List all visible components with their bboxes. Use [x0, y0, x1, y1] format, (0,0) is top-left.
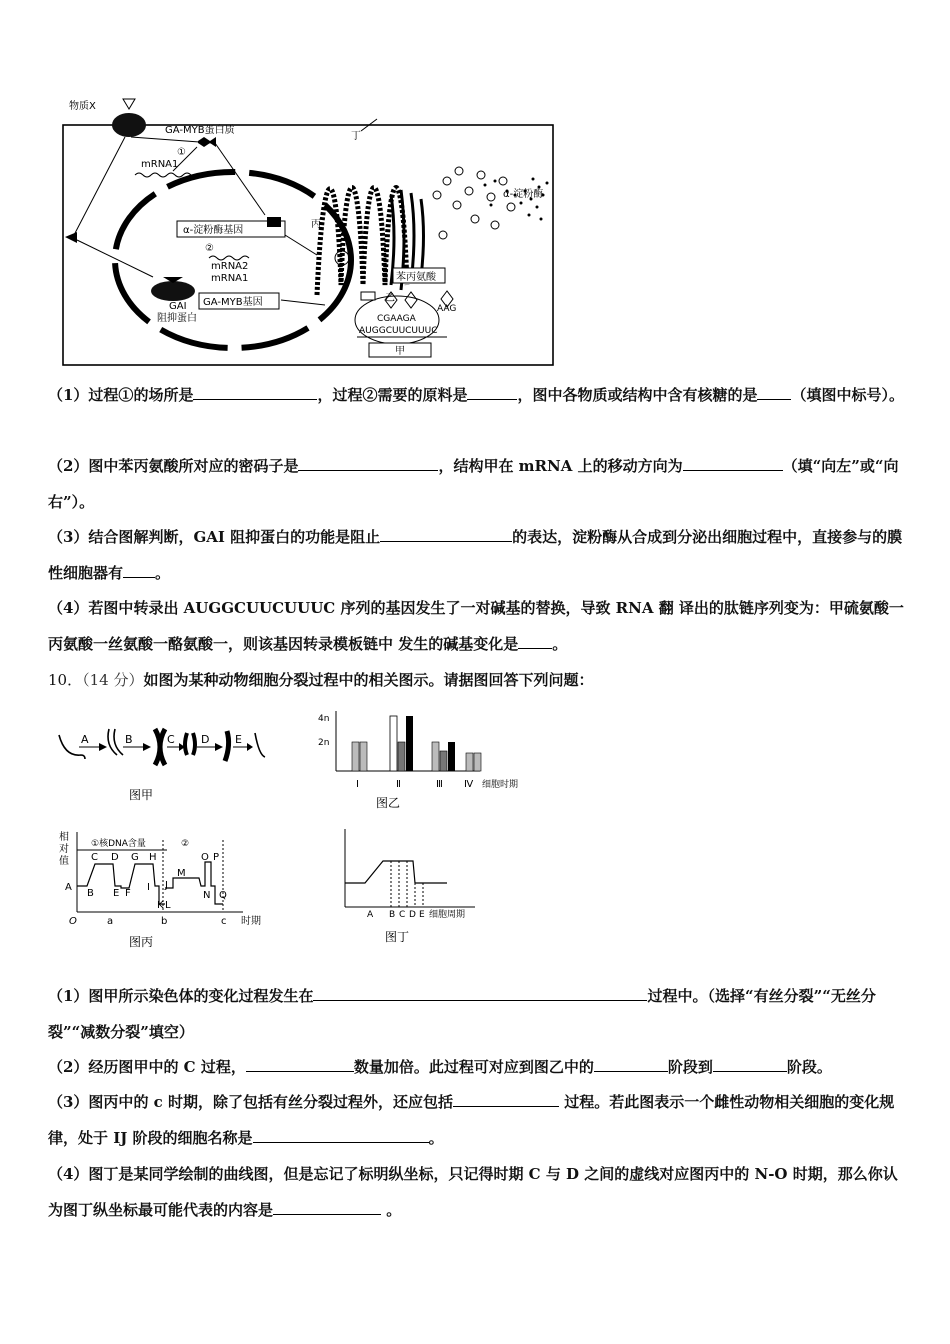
svg-text:α-淀粉酶: α-淀粉酶: [503, 189, 544, 200]
svg-text:M: M: [177, 868, 186, 879]
svg-text:2n: 2n: [318, 738, 330, 748]
svg-text:①: ①: [177, 147, 186, 158]
svg-text:J: J: [165, 880, 168, 891]
svg-text:E: E: [419, 910, 425, 920]
q10-stem: 10．（14 分）如图为某种动物细胞分裂过程中的相关图示。请据图回答下列问题：: [48, 671, 594, 689]
svg-text:P: P: [213, 852, 220, 863]
svg-text:B: B: [389, 910, 396, 920]
answer-blank[interactable]: [193, 381, 317, 400]
label-substance-x: 物质X: [69, 101, 96, 112]
svg-text:丙: 丙: [311, 219, 321, 230]
svg-text:O: O: [201, 852, 209, 863]
svg-text:α-淀粉酶基因: α-淀粉酶基因: [183, 225, 244, 236]
svg-text:I: I: [147, 882, 150, 893]
svg-text:N: N: [203, 890, 211, 901]
figure-jia-chromosomes: [55, 725, 275, 805]
svg-text:细胞时期: 细胞时期: [482, 780, 519, 790]
answer-blank[interactable]: [313, 982, 647, 1001]
svg-text:A: A: [81, 733, 89, 746]
svg-text:丁: 丁: [351, 131, 361, 142]
figure-ding-line-chart: [335, 825, 495, 950]
svg-text:L: L: [165, 900, 171, 911]
svg-text:H: H: [149, 852, 157, 863]
svg-text:GA-MYB基因: GA-MYB基因: [203, 297, 263, 308]
svg-text:mRNA1: mRNA1: [211, 273, 249, 284]
svg-text:mRNA1: mRNA1: [141, 159, 179, 170]
q10-part4: （4）图丁是某同学绘制的曲线图，但是忘记了标明纵坐标，只记得时期 C 与 D 之间的虚线对应图丙中的 N-O 时期，那么你认为图丁纵坐标最可能代表的内容是 。: [48, 1165, 898, 1219]
gene-expression-diagram: [55, 95, 565, 370]
svg-text:Ⅰ: Ⅰ: [356, 779, 359, 790]
svg-text:b: b: [161, 916, 168, 927]
answer-blank[interactable]: [713, 1053, 787, 1072]
svg-text:Ⅳ: Ⅳ: [464, 779, 474, 790]
svg-text:mRNA2: mRNA2: [211, 261, 249, 272]
svg-text:②: ②: [205, 243, 214, 254]
answer-blank[interactable]: [298, 452, 438, 471]
svg-text:阻抑蛋白: 阻抑蛋白: [157, 313, 197, 324]
svg-text:甲: 甲: [395, 346, 405, 357]
svg-text:CGAAGA: CGAAGA: [377, 314, 416, 324]
svg-text:C: C: [91, 852, 98, 863]
svg-text:Ⅲ: Ⅲ: [436, 779, 443, 790]
svg-text:Ⅱ: Ⅱ: [396, 779, 401, 790]
figure-bing-line-chart: [55, 828, 280, 953]
q10-part3: （3）图丙中的 c 时期，除了包括有丝分裂过程外，还应包括 过程。若此图表示一个雌性动物相关细胞的变化规律，处于 IJ 阶段的细胞名称是 。: [48, 1084, 908, 1156]
answer-blank[interactable]: [683, 452, 783, 471]
svg-text:A: A: [367, 910, 374, 920]
svg-text:C: C: [167, 733, 175, 746]
answer-blank[interactable]: [757, 381, 791, 400]
svg-text:D: D: [409, 910, 416, 920]
svg-text:c: c: [221, 916, 227, 927]
svg-text:E: E: [235, 733, 242, 746]
answer-blank[interactable]: [253, 1124, 429, 1143]
q9-part1: （1）过程①的场所是 ，过程②需要的原料是 ，图中各物质或结构中含有核糖的是 （填图中标号）。: [48, 377, 908, 413]
svg-text:C: C: [399, 910, 406, 920]
q9-part4: （4）若图中转录出 AUGGCUUCUUUC 序列的基因发生了一对碱基的替换，导致 RNA 翻 译出的肽链序列变为：甲硫氨酸一丙氨酸一丝氨酸一酪氨酸一，则该基因转录模板链中 发生的碱基变化是 。: [48, 599, 904, 653]
svg-text:K: K: [157, 900, 164, 911]
svg-text:①核DNA含量: ①核DNA含量: [91, 839, 146, 849]
answer-blank[interactable]: [273, 1196, 381, 1215]
svg-text:GA-MYB蛋白质: GA-MYB蛋白质: [165, 125, 235, 136]
svg-text:G: G: [131, 852, 139, 863]
receptor-shape: [112, 113, 146, 137]
svg-text:相: 相: [59, 832, 69, 843]
answer-blank[interactable]: [453, 1088, 559, 1107]
answer-blank[interactable]: [246, 1053, 354, 1072]
q9-part2: （2）图中苯丙氨酸所对应的密码子是 ，结构甲在 mRNA 上的移动方向为 （填“向左”或“向右”）。: [48, 448, 908, 520]
svg-text:E: E: [113, 888, 120, 899]
svg-text:a: a: [107, 916, 114, 927]
svg-text:图丁: 图丁: [385, 930, 410, 944]
answer-blank[interactable]: [518, 630, 552, 649]
svg-text:值: 值: [59, 856, 69, 867]
svg-text:GAI: GAI: [169, 301, 187, 312]
svg-text:AUGGCUUCUUUC: AUGGCUUCUUUC: [359, 326, 438, 336]
svg-text:F: F: [125, 888, 131, 899]
svg-text:4n: 4n: [318, 714, 330, 724]
q10-part1: （1）图甲所示染色体的变化过程发生在 过程中。（选择“有丝分裂”“无丝分裂”“减数分裂”填空）: [48, 978, 908, 1050]
svg-text:Q: Q: [219, 890, 227, 901]
svg-text:②: ②: [181, 839, 190, 849]
svg-text:AAG: AAG: [437, 304, 457, 314]
q10-part2: （2）经历图甲中的 C 过程， 数量加倍。此过程可对应到图乙中的 阶段到 阶段。: [48, 1049, 908, 1085]
svg-text:对: 对: [59, 844, 69, 855]
svg-text:B: B: [125, 733, 133, 746]
svg-text:图甲: 图甲: [129, 788, 154, 802]
svg-text:细胞周期: 细胞周期: [429, 910, 466, 920]
svg-text:O: O: [69, 916, 77, 927]
answer-blank[interactable]: [380, 523, 512, 542]
svg-text:乙: 乙: [385, 293, 395, 304]
answer-blank[interactable]: [467, 381, 517, 400]
svg-text:苯丙氨酸: 苯丙氨酸: [396, 272, 436, 283]
svg-text:B: B: [87, 888, 94, 899]
svg-text:时期: 时期: [241, 916, 261, 927]
figure-yi-bar-chart: [300, 705, 540, 815]
answer-blank[interactable]: [123, 559, 155, 578]
nucleus-outline: [115, 172, 351, 348]
q9-part3: （3）结合图解判断，GAI 阻抑蛋白的功能是阻止 的表达，淀粉酶从合成到分泌出细胞过程中，直接参与的膜性细胞器有 。: [48, 519, 908, 591]
svg-text:图丙: 图丙: [129, 935, 154, 949]
svg-text:D: D: [111, 852, 119, 863]
svg-text:图乙: 图乙: [376, 796, 401, 810]
svg-text:A: A: [65, 882, 72, 893]
answer-blank[interactable]: [594, 1053, 668, 1072]
svg-text:D: D: [201, 733, 210, 746]
